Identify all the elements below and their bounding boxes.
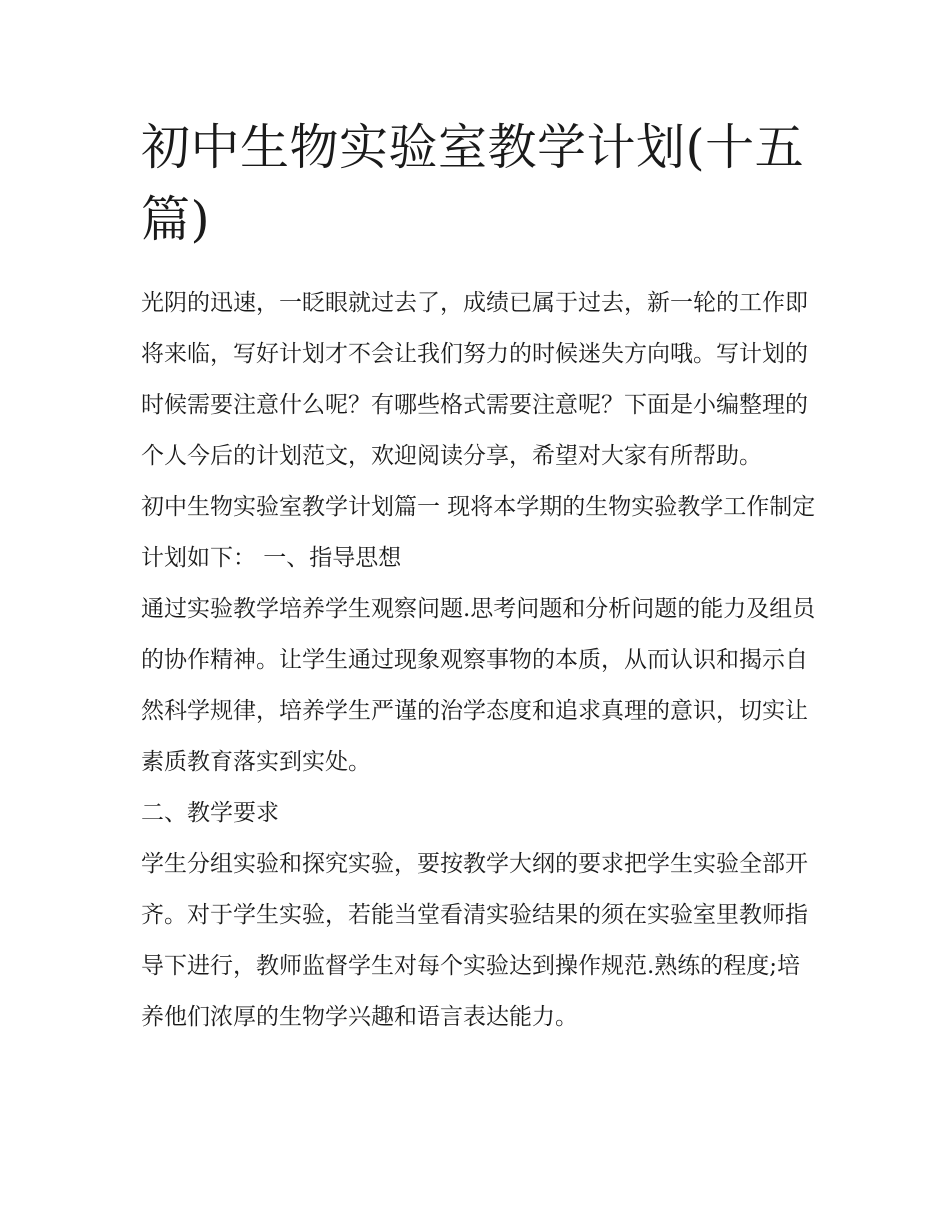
section-heading-teaching-requirements: 二、教学要求 [141,800,279,826]
teaching-requirements-paragraph: 学生分组实验和探究实验，要按教学大纲的要求把学生实验全部开齐。对于学生实验，若能当堂看清实验结果的须在实验室里教师指导下进行，教师监督学生对每个实验达到操作规范.熟练的程度;培养他们浓厚的生物学兴趣和语言表达能力。 [141,851,808,1030]
plan-heading-paragraph: 初中生物实验室教学计划篇一 现将本学期的生物实验教学工作制定计划如下： 一、指导思想 [141,494,816,571]
intro-paragraph: 光阴的迅速，一眨眼就过去了，成绩已属于过去，新一轮的工作即将来临，写好计划才不会让我们努力的时候迷失方向哦。写计划的时候需要注意什么呢？有哪些格式需要注意呢？下面是小编整理的个人今后的计划范文，欢迎阅读分享，希望对大家有所帮助。 [141,290,808,469]
document-page [141,112,821,1043]
guiding-ideology-paragraph: 通过实验教学培养学生观察问题.思考问题和分析问题的能力及组员的协作精神。让学生通过现象观察事物的本质，从而认识和揭示自然科学规律，培养学生严谨的治学态度和追求真理的意识，切实让素质教育落实到实处。 [141,596,816,775]
document-title: 初中生物实验室教学计划(十五篇) [141,119,805,248]
